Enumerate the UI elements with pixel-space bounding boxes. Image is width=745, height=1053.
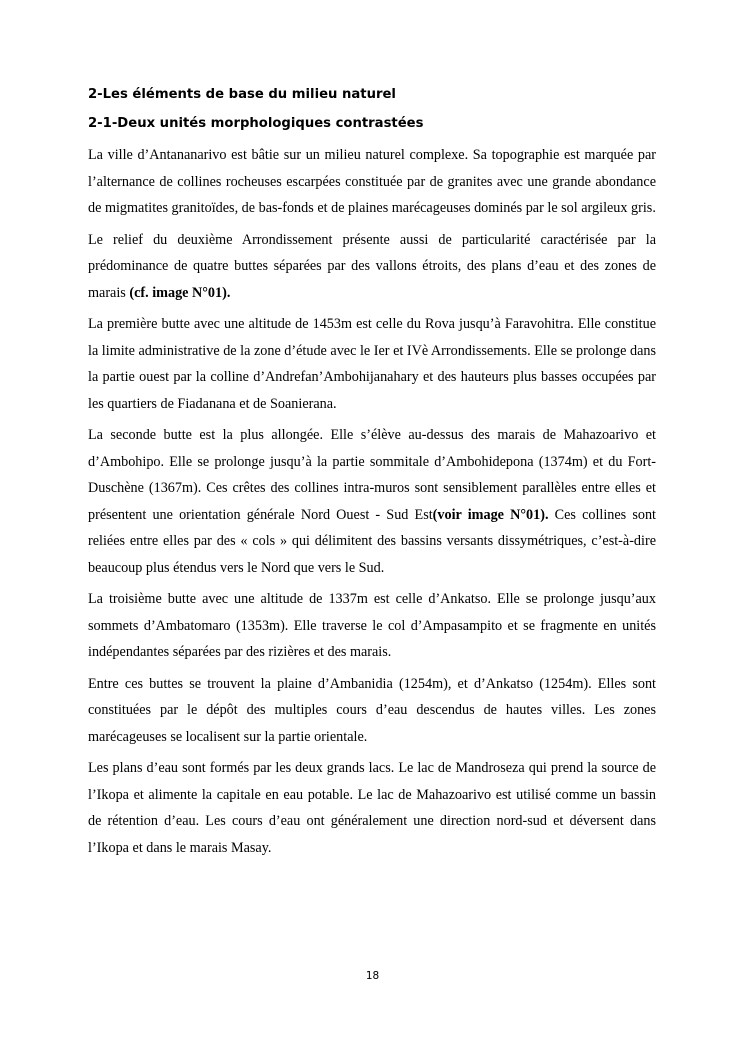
paragraph-plains: Entre ces buttes se trouvent la plaine d’Ambanidia (1254m), et d’Ankatso (1254m). Elles sont constituées par le dépôt des multiples cours d’eau descendus de hautes villes. Les zones marécageuses se localisent sur la partie orientale. (88, 675, 656, 745)
page-content (88, 86, 656, 866)
paragraph-second-butte-text-a: La seconde butte est la plus allongée. Elle s’élève au-dessus des marais de Mahazoarivo et d’Ambohipo. Elle se prolonge jusqu’à la partie sommitale d’Ambohidepona (1374m) et du Fort-Duschène (1367m). Ces crêtes des collines intra-muros sont sensiblement parallèles entre elles et présentent une orientation générale Nord Ouest - Sud Est (88, 427, 656, 523)
paragraph-third-butte: La troisième butte avec une altitude de 1337m est celle d’Ankatso. Elle se prolonge jusqu’aux sommets d’Ambatomaro (1353m). Elle traverse le col d’Ampasampito et se fragmente en unités indépendantes séparées par des rizières et des marais. (88, 591, 656, 660)
paragraph-topography: La ville d’Antananarivo est bâtie sur un milieu naturel complexe. Sa topographie est marquée par l’alternance de collines rocheuses escarpées constituée par de granites avec une grande abondance de migmatites granitoïdes, de bas-fonds et de plaines marécageuses dominés par le sol argileux gris. (88, 147, 656, 216)
page-number: 18 (365, 970, 380, 982)
paragraph-water-bodies: Les plans d’eau sont formés par les deux grands lacs. Le lac de Mandroseza qui prend la source de l’Ikopa et alimente la capitale en eau potable. Le lac de Mahazoarivo est utilisé comme un bassin de rétention d’eau. Les cours d’eau ont généralement une direction nord-sud et déversent dans l’Ikopa et dans le marais Masay. (88, 760, 656, 856)
image-reference-1: (cf. image N°01). (129, 284, 231, 301)
paragraph-first-butte: La première butte avec une altitude de 1453m est celle du Rova jusqu’à Faravohitra. Elle constitue la limite administrative de la zone d’étude avec le Ier et IVè Arrondissements. Elle se prolonge dans la partie ouest par la colline d’Andrefan’Ambohijanahary et des hauteurs plus basses occupées par les quartiers de Fiadanana et de Soanierana. (88, 316, 656, 412)
paragraph-relief (88, 227, 656, 307)
image-reference-2: (voir image N°01). (432, 506, 549, 523)
paragraph-second-butte-text-b: Ces collines sont reliées entre elles par des « cols » qui délimitent des bassins versants dissymétriques, c’est-à-dire beaucoup plus étendus vers le Nord que vers le Sud. (88, 506, 657, 576)
paragraph-second-butte (88, 422, 656, 581)
subsection-heading: 2-1-Deux unités morphologiques contrastées (88, 116, 424, 131)
section-heading: 2-Les éléments de base du milieu naturel (88, 87, 396, 102)
paragraph-relief-text: Le relief du deuxième Arrondissement présente aussi de particularité caractérisée par la prédominance de quatre buttes séparées par des vallons étroits, des plans d’eau et des zones de marais (88, 231, 656, 301)
